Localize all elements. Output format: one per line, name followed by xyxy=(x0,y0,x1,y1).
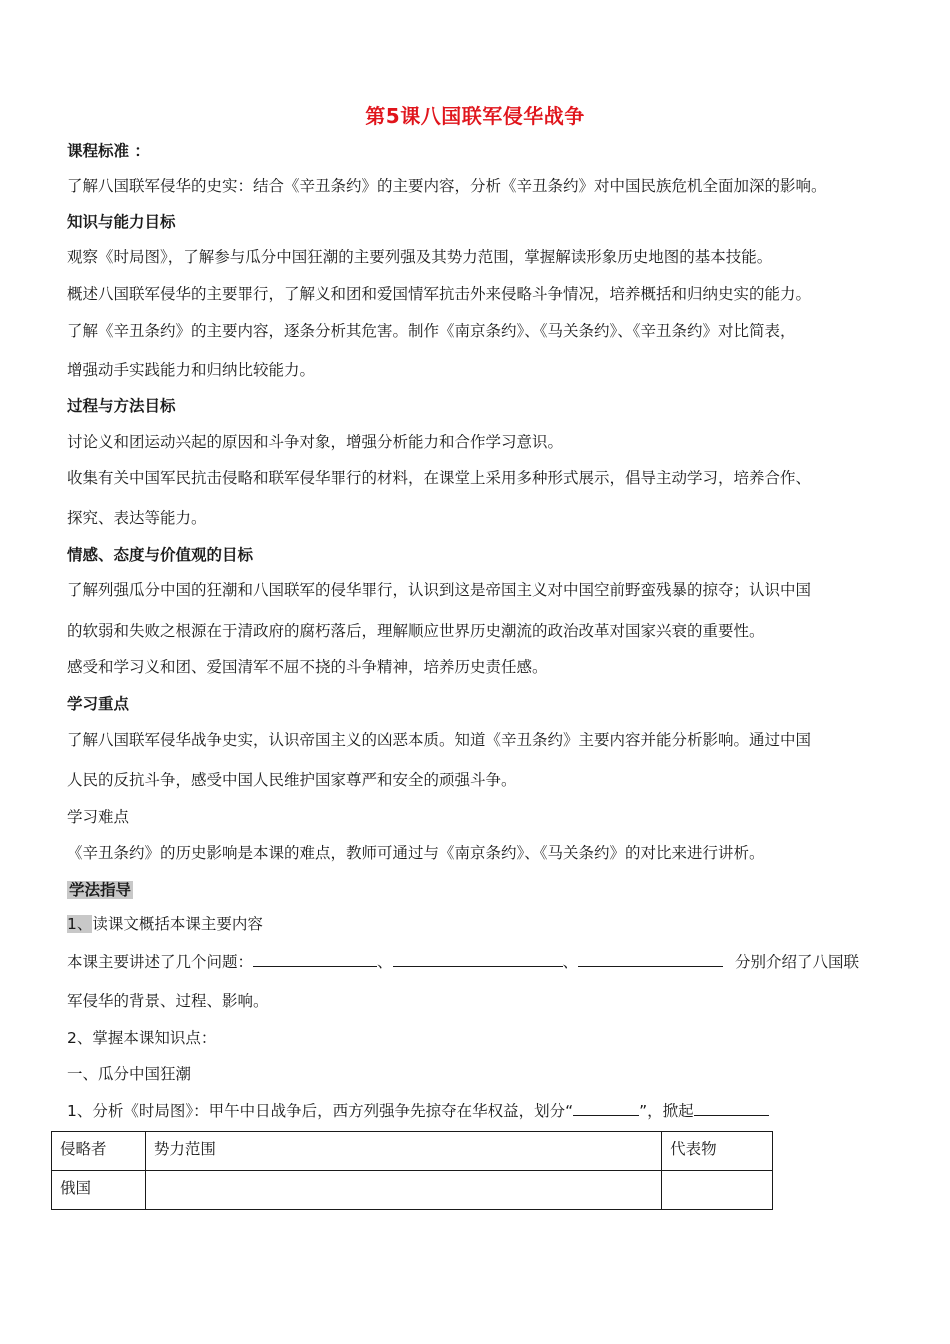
answer-blank[interactable] xyxy=(573,1099,639,1116)
section-heading-curriculum-standard: 课程标准 ： xyxy=(67,142,150,160)
section-heading-emotion-goals: 情感、态度与价值观的目标 xyxy=(67,546,254,564)
paragraph: 感受和学习义和团、爱国清军不屈不挠的斗争精神，培养历史责任感。 xyxy=(67,658,548,676)
page-title: 第5课八国联军侵华战争 xyxy=(365,104,585,128)
sentence-text: 1、分析《时局图》：甲午中日战争后，西方列强争先掠夺在华权益，划分“ xyxy=(67,1102,574,1120)
fill-in-sentence xyxy=(67,1099,769,1121)
paragraph: 了解八国联军侵华的史实：结合《辛丑条约》的主要内容，分析《辛丑条约》对中国民族危机全面加深的影响。 xyxy=(67,177,827,195)
answer-blank[interactable] xyxy=(578,950,723,967)
spheres-of-influence-table xyxy=(51,1131,773,1210)
sentence-text: 本课主要讲述了几个问题： xyxy=(67,953,254,971)
separator: 、 xyxy=(377,953,393,971)
sentence-text: ”，掀起 xyxy=(639,1102,694,1120)
table-header-cell: 代表物 xyxy=(662,1132,773,1171)
separator: 、 xyxy=(562,953,579,971)
paragraph: 探究、表达等能力。 xyxy=(67,509,207,527)
list-item xyxy=(67,914,263,934)
section-heading-study-guide xyxy=(67,880,133,900)
paragraph: 《辛丑条约》的历史影响是本课的难点，教师可通过与《南京条约》、《马关条约》的对比来进行讲析。 xyxy=(67,844,765,862)
answer-blank[interactable] xyxy=(694,1099,769,1116)
table-header-cell: 势力范围 xyxy=(145,1132,661,1171)
paragraph: 人民的反抗斗争，感受中国人民维护国家尊严和安全的顽强斗争。 xyxy=(67,771,517,789)
fill-in-sentence xyxy=(67,950,859,972)
list-item: 2、掌握本课知识点： xyxy=(67,1029,217,1047)
table-header-row xyxy=(52,1132,773,1171)
section-heading-difficulties: 学习难点 xyxy=(67,808,130,826)
paragraph: 概述八国联军侵华的主要罪行，了解义和团和爱国情军抗击外来侵略斗争情况，培养概括和归纳史实的能力。 xyxy=(67,285,812,303)
paragraph: 收集有关中国军民抗击侵略和联军侵华罪行的材料，在课堂上采用多种形式展示，倡导主动学习，培养合作、 xyxy=(67,469,812,487)
sentence-text: 分别介绍了八国联 xyxy=(735,953,860,971)
table-cell: 俄国 xyxy=(52,1171,146,1210)
subheading: 一、瓜分中国狂潮 xyxy=(67,1065,192,1083)
paragraph: 了解八国联军侵华战争史实，认识帝国主义的凶恶本质。知道《辛丑条约》主要内容并能分析影响。通过中国 xyxy=(67,731,812,749)
section-heading-key-points: 学习重点 xyxy=(67,695,130,713)
paragraph: 了解《辛丑条约》的主要内容，逐条分析其危害。制作《南京条约》、《马关条约》、《辛丑条约》对比简表， xyxy=(67,322,796,340)
highlighted-heading: 学法指导 xyxy=(69,881,132,899)
list-item-text: 读课文概括本课主要内容 xyxy=(92,915,263,933)
section-heading-process-goals: 过程与方法目标 xyxy=(67,397,176,415)
table-header-cell: 侵略者 xyxy=(52,1132,146,1171)
paragraph: 了解列强瓜分中国的狂潮和八国联军的侵华罪行，认识到这是帝国主义对中国空前野蛮残暴的掠夺；认识中国 xyxy=(67,581,812,599)
paragraph: 增强动手实践能力和归纳比较能力。 xyxy=(67,361,316,379)
answer-blank[interactable] xyxy=(393,950,563,967)
paragraph: 军侵华的背景、过程、影响。 xyxy=(67,992,269,1010)
table-cell[interactable] xyxy=(145,1171,661,1210)
table-row xyxy=(52,1171,773,1210)
table-cell[interactable] xyxy=(662,1171,773,1210)
answer-blank[interactable] xyxy=(253,950,377,967)
paragraph: 讨论义和团运动兴起的原因和斗争对象，增强分析能力和合作学习意识。 xyxy=(67,433,564,451)
list-number: 1、 xyxy=(67,915,93,933)
section-heading-knowledge-goals: 知识与能力目标 xyxy=(67,213,176,231)
paragraph: 观察《时局图》，了解参与瓜分中国狂潮的主要列强及其势力范围，掌握解读形象历史地图的基本技能。 xyxy=(67,248,773,266)
paragraph: 的软弱和失败之根源在于清政府的腐朽落后，理解顺应世界历史潮流的政治改革对国家兴衰的重要性。 xyxy=(67,622,765,640)
